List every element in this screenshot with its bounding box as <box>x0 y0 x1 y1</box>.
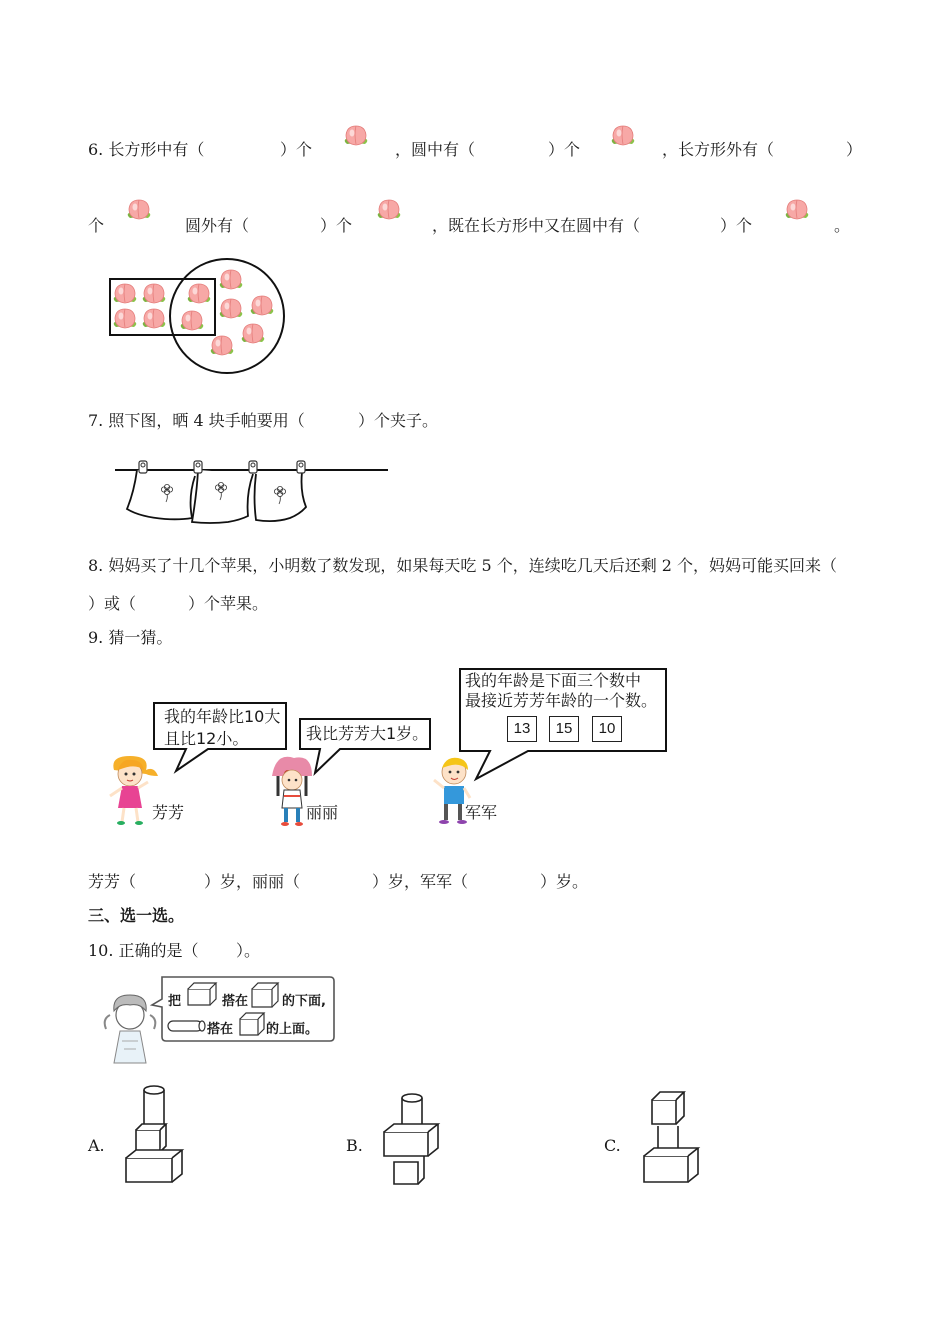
option-c-label[interactable]: C. <box>604 1136 621 1155</box>
q9-title: 9. 猜一猜。 <box>88 628 173 647</box>
number-box: 13 <box>507 716 537 742</box>
bubble-text-shangmian: 的上面。 <box>266 1022 319 1037</box>
q6-text-2c: ）个 <box>320 216 353 235</box>
peach-icon <box>340 122 372 154</box>
peach-icon <box>143 309 166 328</box>
peach-icon <box>181 311 204 330</box>
q6-text-2f: 。 <box>834 216 851 235</box>
q6-text-1d: ）个 <box>548 140 581 159</box>
q6-text-2d: ，既在长方形中又在圆中有（ <box>432 216 641 235</box>
q7-text: 7. 照下图，晒 4 块手帕要用（ <box>88 411 305 430</box>
bubble3-line2: 最接近芳芳年龄的一个数。 <box>465 691 658 710</box>
peach-icon <box>251 296 274 315</box>
q6-text-2e: ）个 <box>720 216 753 235</box>
q8-line-2b: ）个苹果。 <box>188 594 269 613</box>
name-lili: 丽丽 <box>306 803 339 822</box>
clip-icon <box>194 461 202 473</box>
option-c-figure[interactable] <box>636 1086 706 1190</box>
option-a-figure[interactable] <box>120 1082 190 1188</box>
bubble-text-dazai-1: 搭在 <box>222 994 249 1009</box>
number-box: 15 <box>549 716 579 742</box>
clip-icon <box>249 461 257 473</box>
q10-text-end: ）。 <box>236 941 261 960</box>
peach-icon <box>143 284 166 303</box>
q6-figure <box>100 250 300 385</box>
peach-icon <box>123 196 155 228</box>
q6-text-2a: 个 <box>88 216 105 235</box>
q6-text-1c: ，圆中有（ <box>395 140 476 159</box>
q9-answer-c: ）岁，军军（ <box>372 872 469 891</box>
q6-text-1e: ，长方形外有（ <box>662 140 775 159</box>
peach-icon <box>607 122 639 154</box>
name-junjun: 军军 <box>465 803 498 822</box>
q8-line-1: 8. 妈妈买了十几个苹果，小明数了数发现，如果每天吃 5 个，连续吃几天后还剩 2 个，妈妈可能买回来（ <box>88 556 838 575</box>
q6-text-1a: 6. 长方形中有（ <box>88 140 205 159</box>
peach-icon <box>220 299 243 318</box>
option-b-figure[interactable] <box>378 1090 448 1190</box>
bubble-text-ba: 把 <box>168 994 182 1009</box>
section-3-title: 三、选一选。 <box>88 906 185 925</box>
q6-text-1b: ）个 <box>280 140 313 159</box>
q9-answer-b: ）岁，丽丽（ <box>204 872 301 891</box>
bubble-text-xiamian: 的下面, <box>282 994 326 1009</box>
handkerchief <box>192 470 253 523</box>
peach-icon <box>188 284 211 303</box>
clip-icon <box>297 461 305 473</box>
bubble3-line1: 我的年龄是下面三个数中 <box>465 671 642 690</box>
name-fangfang: 芳芳 <box>152 803 185 822</box>
peach-icon <box>114 309 137 328</box>
peach-icon <box>242 324 265 343</box>
handkerchief <box>127 470 195 519</box>
clip-icon <box>139 461 147 473</box>
option-b-label[interactable]: B. <box>346 1136 363 1155</box>
bubble1-line2: 且比12小。 <box>164 729 249 748</box>
q10-text: 10. 正确的是（ <box>88 941 199 960</box>
option-a-label[interactable]: A. <box>88 1136 105 1155</box>
peach-icon <box>781 196 813 228</box>
peach-icon <box>211 336 234 355</box>
peach-icon <box>220 270 243 289</box>
bubble1-line1: 我的年龄比10大 <box>164 707 281 726</box>
peach-icon <box>373 196 405 228</box>
q7-text-end: ）个夹子。 <box>358 411 439 430</box>
q6-text-2b: 圆外有（ <box>185 216 250 235</box>
bubble2-text: 我比芳芳大1岁。 <box>306 724 429 743</box>
q9-answer-d: ）岁。 <box>540 872 589 891</box>
bubble-text-dazai-2: 搭在 <box>207 1022 234 1037</box>
q7-figure-clothesline <box>110 452 395 532</box>
q8-line-2a: ）或（ <box>88 594 137 613</box>
q6-text-1f: ） <box>846 140 863 159</box>
q9-answer-a: 芳芳（ <box>88 872 137 891</box>
peach-icon <box>114 284 137 303</box>
number-box: 10 <box>592 716 622 742</box>
